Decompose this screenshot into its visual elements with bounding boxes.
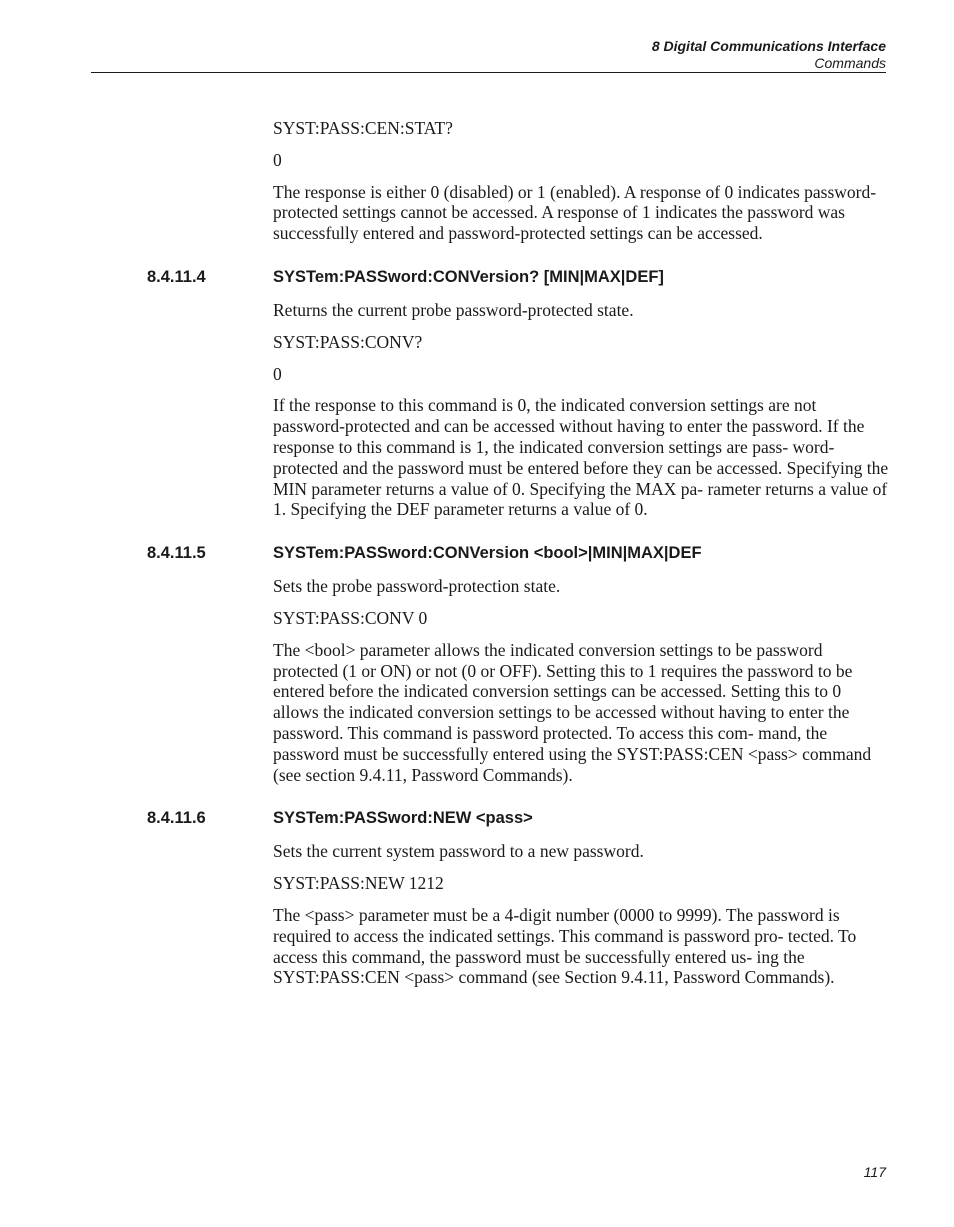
- section-heading: [147, 267, 891, 287]
- running-header: [652, 38, 886, 72]
- summary-paragraph: Sets the current system password to a new password.: [273, 841, 644, 862]
- description-paragraph: The response is either 0 (disabled) or 1 (enabled). A response of 0 indicates password-protected settings cannot be accessed. A response of 1 indicates the password was successfully entered and password-protected settings can be accessed.: [273, 181, 877, 244]
- summary-paragraph: Sets the probe password-protection state.: [273, 576, 561, 597]
- command-example: SYST:PASS:CEN:STAT?: [273, 118, 453, 138]
- section-title: SYSTem:PASSword:CONVersion? [MIN|MAX|DEF]: [273, 267, 664, 286]
- page-number: 117: [863, 1164, 886, 1180]
- section-heading: [147, 543, 891, 563]
- section-number: 8.4.11.6: [147, 809, 206, 828]
- section-number: 8.4.11.5: [147, 544, 206, 563]
- section-heading: [147, 808, 891, 828]
- section-subtitle: Commands: [814, 55, 886, 71]
- section-title: SYSTem:PASSword:CONVersion <bool>|MIN|MAX|DEF: [273, 544, 702, 563]
- section-8-4-11-6: [147, 808, 891, 988]
- summary-paragraph: Returns the current probe password-protected state.: [273, 299, 634, 320]
- command-example: SYST:PASS:CONV?: [273, 331, 423, 352]
- chapter-title: 8 Digital Communications Interface: [651, 38, 886, 54]
- section-8-4-11-5: [147, 543, 891, 785]
- section-number: 8.4.11.4: [147, 267, 206, 286]
- section-title: SYSTem:PASSword:NEW <pass>: [273, 809, 533, 828]
- section-8-4-11-4: [147, 267, 891, 520]
- description-paragraph: The <bool> parameter allows the indicated conversion settings to be password protected (1 or ON) or not (0 or OFF). Setting this to 1 requires the password to be entered before the indicated conversion settings can be accessed. Setting this to 0 allows the indicated conversion settings to be accessed without having to enter the password. This command is password protected. To access this com- mand, the password must be successfully entered using the SYST:PASS:CEN <pass> command (see section 9.4.11, Password Commands).: [273, 639, 872, 785]
- header-rule: [91, 72, 886, 73]
- command-example: SYST:PASS:CONV 0: [273, 607, 428, 628]
- command-response: 0: [273, 363, 282, 384]
- description-paragraph: If the response to this command is 0, the indicated conversion settings are not password-protected and can be accessed without having to enter the password. If the response to this command is 1, the indicated conversion settings are pass- word-protected and the password must be entered before they can be accessed. Specifying the MIN parameter returns a value of 0. Specifying the MAX pa- rameter returns a value of 1. Specifying the DEF parameter returns a value of 0.: [273, 395, 889, 520]
- command-example: SYST:PASS:NEW 1212: [273, 873, 444, 894]
- description-paragraph: The <pass> parameter must be a 4-digit number (0000 to 9999). The password is required to access the indicated settings. This command is password pro- tected. To access this command, the password must be successfully entered us- ing the SYST:PASS:CEN <pass> command (see Section 9.4.11, Password Commands).: [273, 904, 857, 988]
- command-response: 0: [273, 149, 282, 170]
- page-body: [147, 118, 891, 999]
